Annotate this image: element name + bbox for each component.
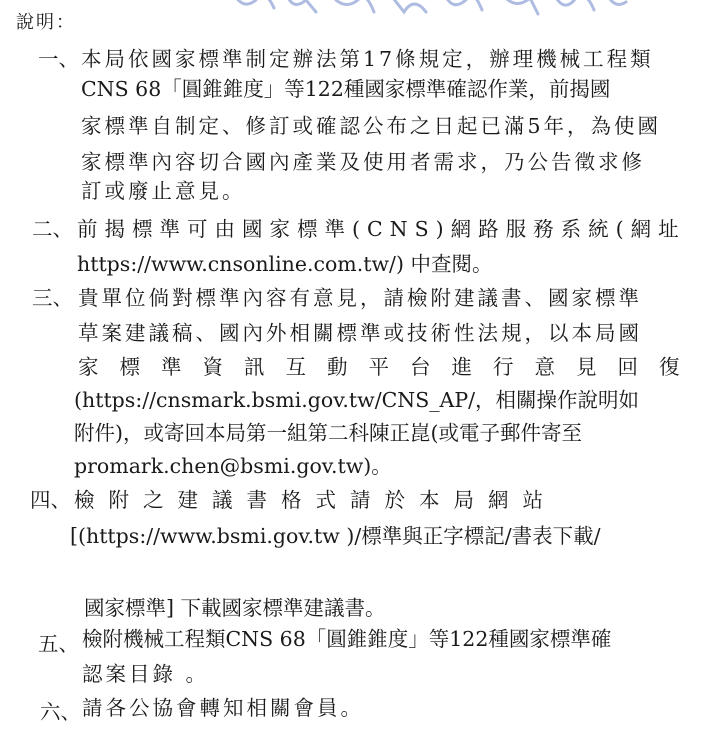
item-3-line-6: promark.chen@bsmi.gov.tw)。 [74,454,392,478]
item-number-6: 六、 [40,700,81,724]
item-number-1: 一、 [38,47,79,71]
faded-seal-stamp [228,0,632,20]
item-1-line-4: 家標準內容切合國內產業及使用者需求，乃公告徵求修 [81,150,645,174]
item-1-line-3: 家標準自制定、修訂或確認公布之日起已滿5年，為使國 [81,114,662,138]
item-3-line-5: 附件)，或寄回本局第一組第二科陳正崑(或電子郵件寄至 [74,421,582,445]
item-1-line-1: 本局依國家標準制定辦法第17條規定，辦理機械工程類 [81,47,654,71]
item-2-line-2: https://www.cnsonline.com.tw/) 中查閱。 [77,252,493,276]
item-3-line-4: (https://cnsmark.bsmi.gov.tw/CNS_AP/，相關操作說明如 [74,388,640,412]
item-number-4: 四、 [30,488,71,512]
item-number-3: 三、 [32,286,73,310]
item-4-line-2: [(https://www.bsmi.gov.tw )/標準與正字標記/書表下載/ [70,524,601,548]
item-3-line-3: 家標準資訊互動平台進行意見回復 [78,355,701,379]
item-5-line-1: 檢附機械工程類CNS 68「圓錐錐度」等122種國家標準確 [82,627,612,651]
item-6-line-1: 請各公協會轉知相關會員。 [82,696,364,720]
item-2-line-1: 前揭標準可由國家標準(CNS)網路服務系統(網址 [77,217,686,241]
item-5-line-2: 認案目錄 。 [82,662,210,686]
item-1-line-2: CNS 68「圓錐錐度」等122種國家標準確認作業，前揭國 [81,77,611,101]
item-1-line-5: 訂或廢止意見。 [81,179,246,203]
section-heading: 說明： [16,12,76,33]
item-4-line-3: 國家標準] 下載國家標準建議書。 [84,596,386,620]
item-3-line-1: 貴單位倘對標準內容有意見，請檢附建議書、國家標準 [78,286,642,310]
item-4-line-1: 檢附之建議書格式請於本局網站 [74,488,557,512]
item-number-2: 二、 [32,217,73,241]
item-number-5: 五、 [38,632,79,656]
item-3-line-2: 草案建議稿、國內外相關標準或技術性法規，以本局國 [78,321,642,345]
